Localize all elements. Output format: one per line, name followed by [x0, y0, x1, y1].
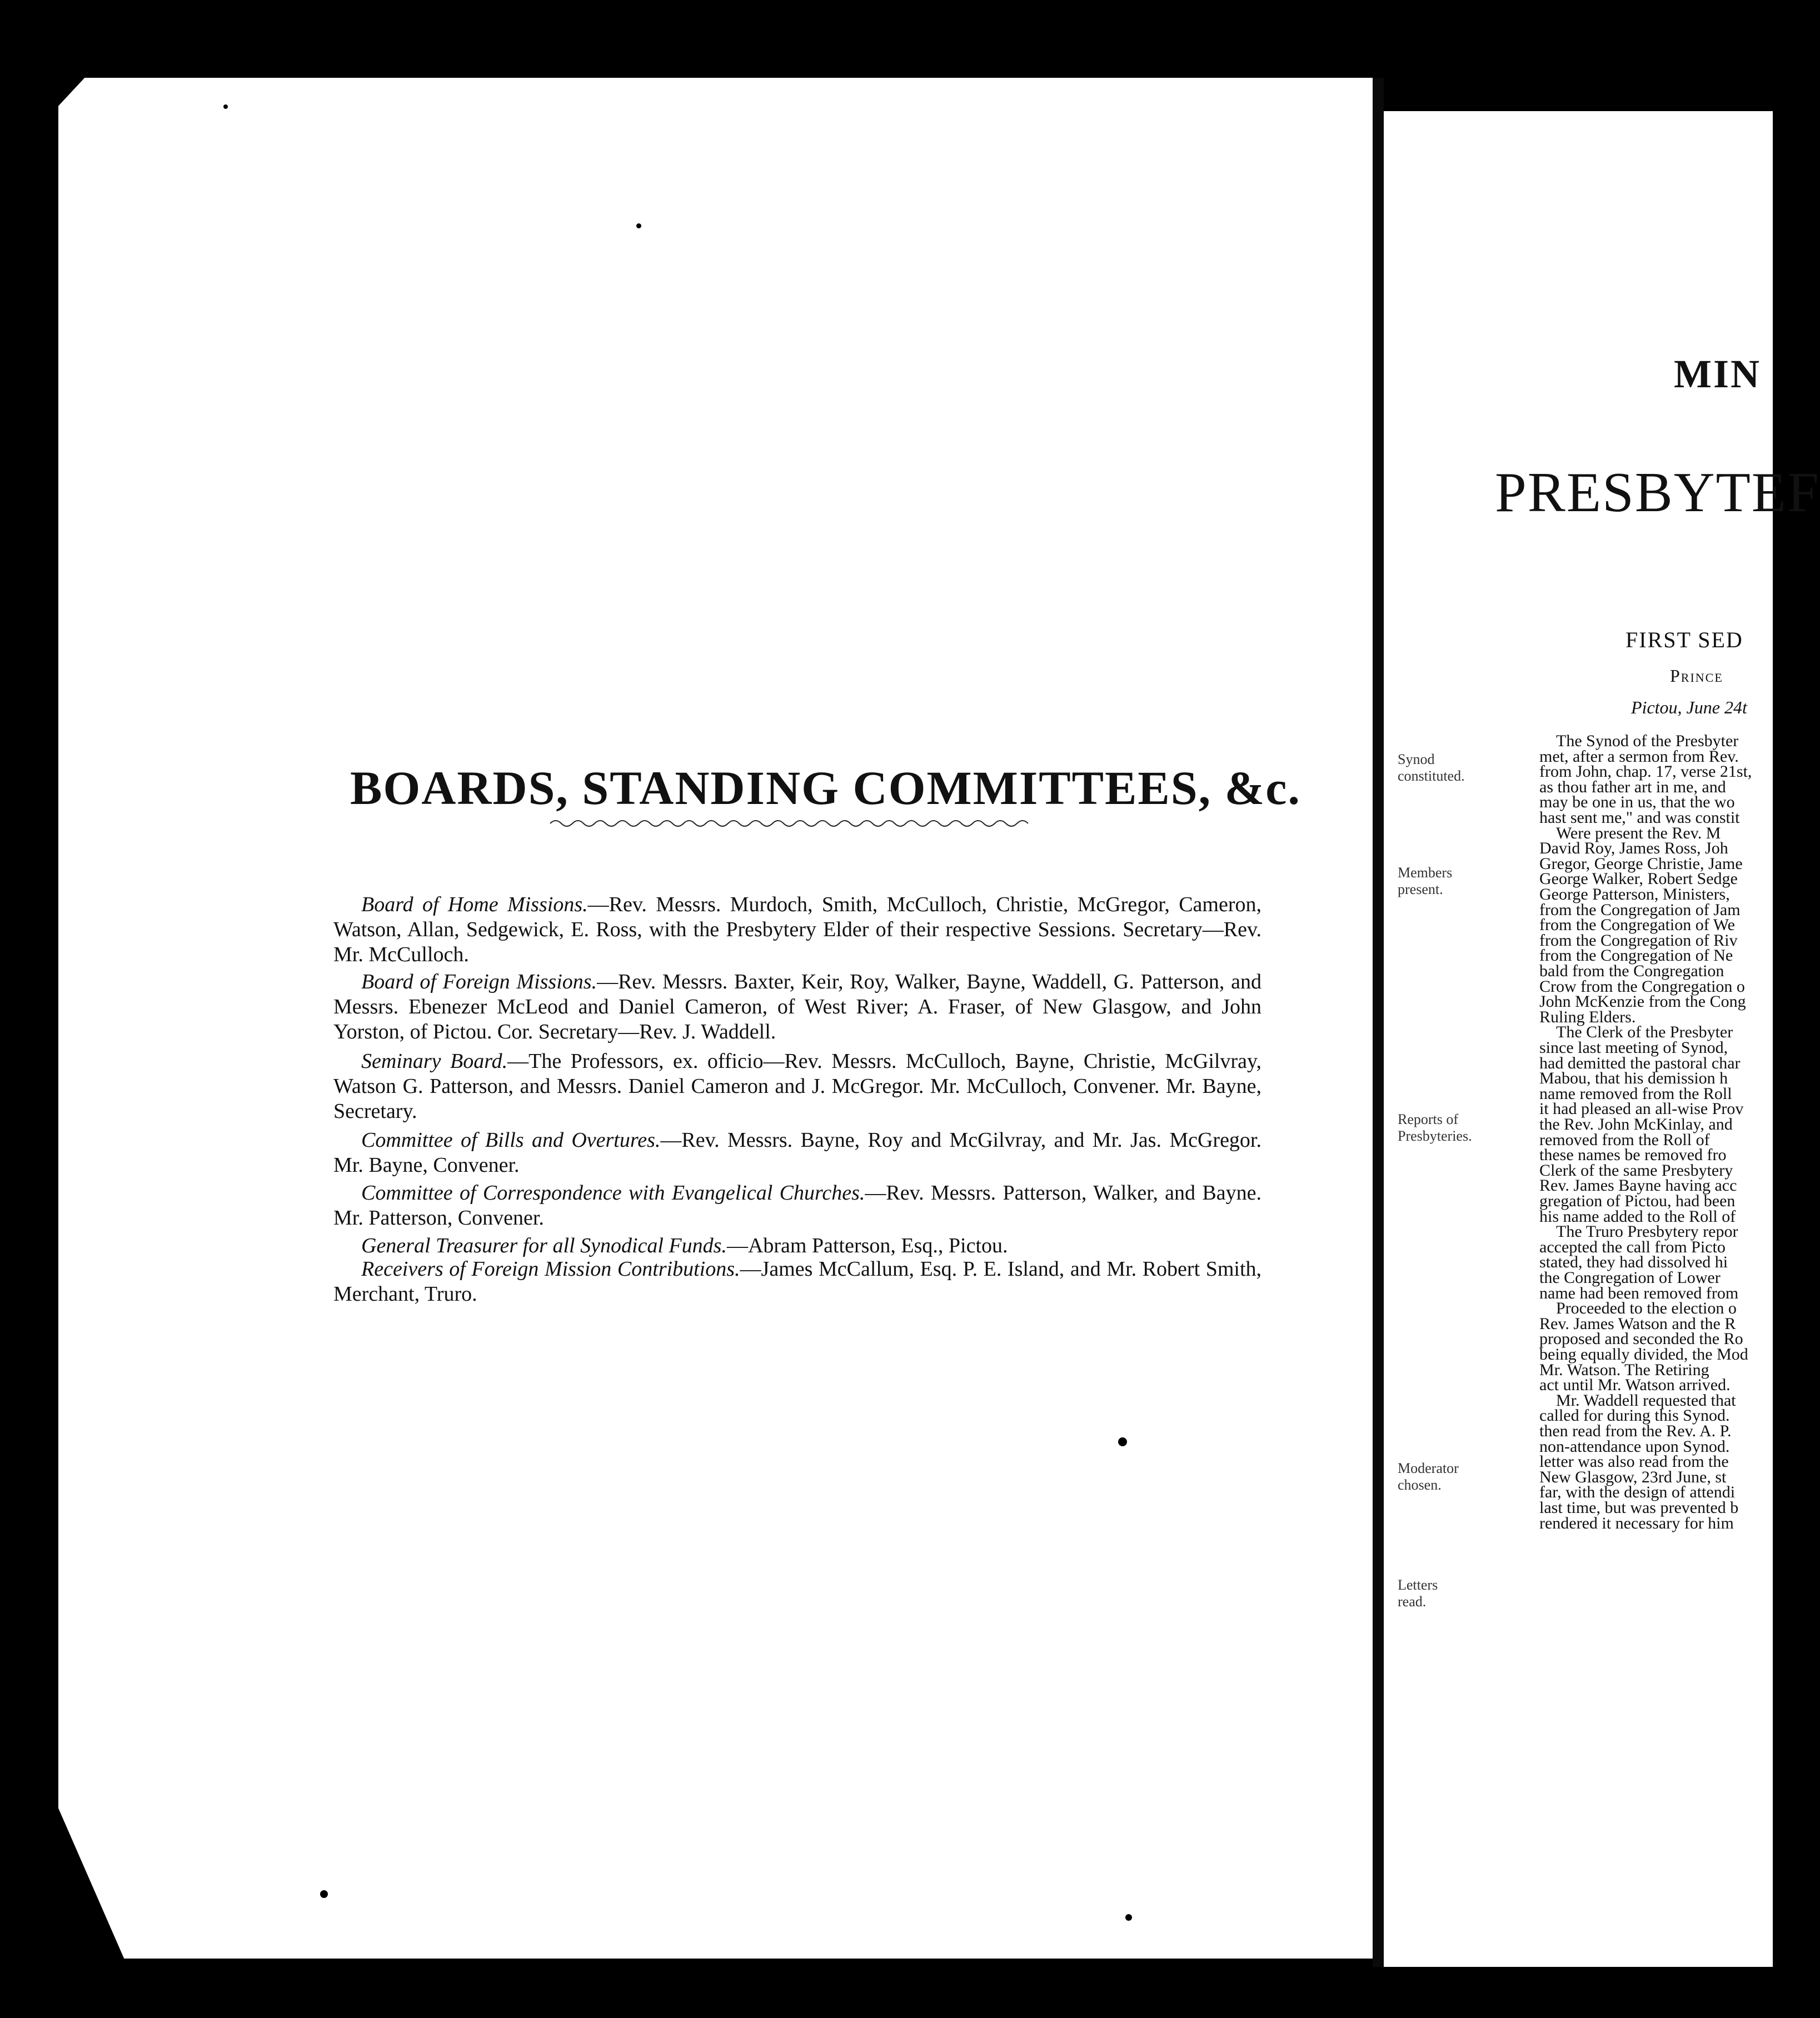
body-line: The Truro Presbytery repor — [1556, 1222, 1738, 1241]
margin-note-text: Members present. — [1398, 865, 1453, 897]
page-gutter — [1373, 78, 1384, 1967]
body-line: Mr. Watson. The Retiring — [1539, 1360, 1709, 1379]
margin-note-members — [1398, 865, 1452, 898]
body-line: met, after a sermon from Rev. — [1539, 747, 1739, 766]
body-line: bald from the Congregation — [1539, 962, 1724, 980]
body-line: had demitted the pastoral char — [1539, 1053, 1741, 1072]
body-line: it had pleased an all-wise Prov — [1539, 1100, 1744, 1118]
entry-text: —Rev. Messrs. Baxter, Keir, Roy, Walker, Bayne, Waddell, G. Patterson, and Messrs. Ebenezer McLeod and Daniel Cameron, of West River; A. Fraser, of New Glasgow, and John Yorston, of Pictou. Cor. Secretary—Rev. J. Waddell. — [333, 970, 1262, 1043]
presbytery-heading: PRESBYTEF — [1495, 461, 1820, 524]
margin-note-text: Reports of Presbyteries. — [1398, 1111, 1472, 1144]
body-line: George Patterson, Ministers, — [1539, 885, 1730, 903]
body-line: Mr. Waddell requested that — [1556, 1391, 1736, 1410]
body-line: name had been removed from — [1539, 1283, 1739, 1302]
body-line: Gregor, George Christie, Jame — [1539, 854, 1743, 873]
body-line: the Congregation of Lower — [1539, 1268, 1721, 1287]
margin-note-text: Moderator chosen. — [1398, 1460, 1459, 1493]
entry-heading: General Treasurer for all Synodical Funds. — [361, 1234, 727, 1257]
scan-speck — [1118, 1437, 1127, 1446]
body-line: Crow from the Congregation o — [1539, 977, 1745, 996]
body-line: John McKenzie from the Cong — [1539, 992, 1746, 1011]
margin-note-text: Synod constituted. — [1398, 751, 1465, 784]
entry-heading: Board of Home Missions. — [361, 893, 588, 916]
scan-speck — [223, 104, 228, 109]
entry-text: —Abram Patterson, Esq., Pictou. — [726, 1234, 1008, 1257]
body-line: his name added to the Roll of — [1539, 1207, 1736, 1226]
body-line: may be one in us, that the wo — [1539, 793, 1735, 812]
scan-speck — [636, 223, 641, 228]
body-line: rendered it necessary for him — [1539, 1514, 1734, 1532]
body-line: being equally divided, the Mod — [1539, 1345, 1748, 1363]
scan-speck — [320, 1890, 328, 1898]
entry-receivers — [333, 1257, 1261, 1307]
entry-text: —The Professors, ex. officio—Rev. Messrs. McCulloch, Bayne, Christie, McGilvray, Watson G. Patterson, and Messrs. Daniel Cameron and J. McGregor. Mr. McCulloch, Convener. Mr. Bayne, Secretary. — [333, 1050, 1261, 1123]
date-heading: Pictou, June 24t — [1631, 697, 1747, 717]
body-line: the Rev. John McKinlay, and — [1539, 1115, 1733, 1133]
body-line: called for during this Synod. — [1539, 1406, 1730, 1425]
margin-note-synod — [1398, 751, 1465, 785]
margin-note-letters — [1398, 1577, 1438, 1610]
entry-bills-overtures — [333, 1128, 1261, 1178]
body-line: from the Congregation of Ne — [1539, 946, 1733, 965]
body-line: name removed from the Roll — [1539, 1084, 1732, 1103]
entry-foreign-missions — [333, 970, 1261, 1045]
body-line: David Roy, James Ross, Joh — [1539, 839, 1728, 858]
entry-heading: Receivers of Foreign Mission Contributions. — [361, 1257, 740, 1281]
body-line: act until Mr. Watson arrived. — [1539, 1376, 1731, 1395]
entry-text: —Rev. Messrs. Murdoch, Smith, McCulloch, Christie, McGregor, Cameron, Watson, Allan, Sedgewick, E. Ross, with the Presbytery Elder of their respective Sessions. Secretary—Rev. Mr. McCulloch. — [333, 893, 1261, 966]
decorative-wavy-rule — [550, 817, 1028, 830]
body-line: from the Congregation of Riv — [1539, 931, 1738, 950]
body-line: Ruling Elders. — [1539, 1007, 1636, 1026]
body-line: letter was also read from the — [1539, 1452, 1729, 1471]
body-line: then read from the Rev. A. P. — [1539, 1422, 1732, 1440]
body-line: far, with the design of attendi — [1539, 1483, 1736, 1502]
session-heading: FIRST SED — [1625, 627, 1743, 652]
body-line: since last meeting of Synod, — [1539, 1038, 1728, 1057]
body-line: as thou father art in me, and — [1539, 777, 1726, 796]
body-line: hast sent me," and was constit — [1539, 808, 1740, 827]
scan-speck — [1125, 1914, 1132, 1921]
body-line: from John, chap. 17, verse 21st, — [1539, 762, 1752, 781]
body-line: The Synod of the Presbyter — [1556, 732, 1739, 750]
margin-note-text: Letters read. — [1398, 1577, 1438, 1610]
entry-heading: Committee of Bills and Overtures. — [361, 1128, 661, 1152]
body-line: these names be removed fro — [1539, 1146, 1727, 1165]
body-line: accepted the call from Picto — [1539, 1237, 1726, 1256]
body-line: Mabou, that his demission h — [1539, 1069, 1728, 1088]
entry-text: —Rev. Messrs. Bayne, Roy and McGilvray, and Mr. Jas. McGregor. Mr. Bayne, Convener. — [333, 1128, 1261, 1177]
location-heading: Prince — [1670, 666, 1723, 686]
body-line: non-attendance upon Synod. — [1539, 1437, 1730, 1456]
entry-correspondence — [333, 1181, 1261, 1231]
entry-seminary-board — [333, 1049, 1261, 1124]
body-line: Rev. James Bayne having acc — [1539, 1176, 1737, 1195]
entry-text: —James McCallum, Esq. P. E. Island, and Mr. Robert Smith, Merchant, Truro. — [333, 1257, 1261, 1306]
margin-note-moderator — [1398, 1460, 1459, 1493]
body-line: New Glasgow, 23rd June, st — [1539, 1467, 1727, 1486]
entry-heading: Seminary Board. — [361, 1050, 508, 1073]
page-title: BOARDS, STANDING COMMITTEES, &c. — [350, 761, 1301, 815]
margin-note-reports — [1398, 1111, 1472, 1145]
entry-heading: Board of Foreign Missions. — [361, 970, 597, 993]
entry-heading: Committee of Correspondence with Evangelical Churches. — [361, 1181, 865, 1205]
minutes-heading: MIN — [1674, 352, 1761, 396]
body-line: gregation of Pictou, had been — [1539, 1192, 1736, 1210]
body-line: Clerk of the same Presbytery — [1539, 1161, 1733, 1180]
entry-general-treasurer — [333, 1233, 1261, 1258]
body-line: last time, but was prevented b — [1539, 1498, 1739, 1517]
body-line: Proceeded to the election o — [1556, 1299, 1737, 1318]
body-line: The Clerk of the Presbyter — [1556, 1023, 1733, 1042]
entry-text: —Rev. Messrs. Patterson, Walker, and Bayne. Mr. Patterson, Convener. — [333, 1181, 1261, 1230]
body-line: removed from the Roll of — [1539, 1130, 1710, 1149]
entry-home-missions — [333, 892, 1261, 967]
body-line: Rev. James Watson and the R — [1539, 1314, 1736, 1333]
body-line: George Walker, Robert Sedge — [1539, 870, 1738, 888]
body-line: from the Congregation of We — [1539, 916, 1735, 935]
body-line: stated, they had dissolved hi — [1539, 1253, 1728, 1272]
body-line: proposed and seconded the Ro — [1539, 1330, 1743, 1348]
body-line: Were present the Rev. M — [1556, 823, 1721, 842]
body-line: from the Congregation of Jam — [1539, 900, 1741, 919]
